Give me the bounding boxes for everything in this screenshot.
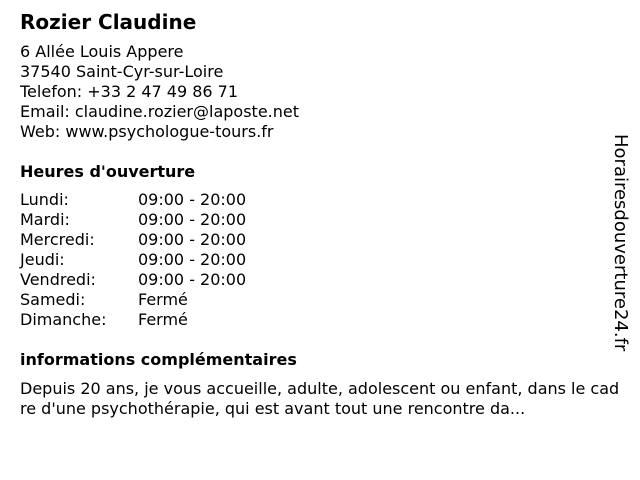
site-watermark: Horairesdouverture24.fr [610,134,631,352]
hours-row-lundi [20,190,246,210]
day-hours: 09:00 - 20:00 [138,270,247,289]
additional-info-block [20,379,625,419]
web-line: Web: www.psychologue-tours.fr [20,122,274,141]
day-hours: Fermé [138,310,188,329]
day-hours: 09:00 - 20:00 [138,210,247,229]
email-line: Email: claudine.rozier@laposte.net [20,102,299,121]
day-label: Mardi: [20,210,70,229]
hours-row-mardi [20,210,246,230]
hours-row-mercredi [20,230,246,250]
opening-hours-table [20,190,246,330]
day-label: Mercredi: [20,230,95,249]
day-label: Lundi: [20,190,69,209]
day-hours: 09:00 - 20:00 [138,230,247,249]
contact-block [20,42,625,142]
day-label: Jeudi: [20,250,65,269]
phone-line: Telefon: +33 2 47 49 86 71 [20,82,239,101]
hours-row-jeudi [20,250,246,270]
business-name: Rozier Claudine [20,10,197,34]
day-hours: 09:00 - 20:00 [138,190,247,209]
address-street: 6 Allée Louis Appere [20,42,184,61]
day-label: Dimanche: [20,310,107,329]
additional-info-text: Depuis 20 ans, je vous accueille, adulte, adolescent ou enfant, dans le cadre d'une psychothérapie, qui est avant tout une rencontre da... [20,379,620,418]
day-hours: 09:00 - 20:00 [138,250,247,269]
business-card [20,8,625,419]
day-label: Vendredi: [20,270,96,289]
hours-row-samedi [20,290,246,310]
additional-info-heading: informations complémentaires [20,350,297,369]
opening-hours-heading: Heures d'ouverture [20,162,196,181]
day-label: Samedi: [20,290,86,309]
address-city: 37540 Saint-Cyr-sur-Loire [20,62,224,81]
hours-row-dimanche [20,310,246,330]
day-hours: Fermé [138,290,188,309]
hours-row-vendredi [20,270,246,290]
